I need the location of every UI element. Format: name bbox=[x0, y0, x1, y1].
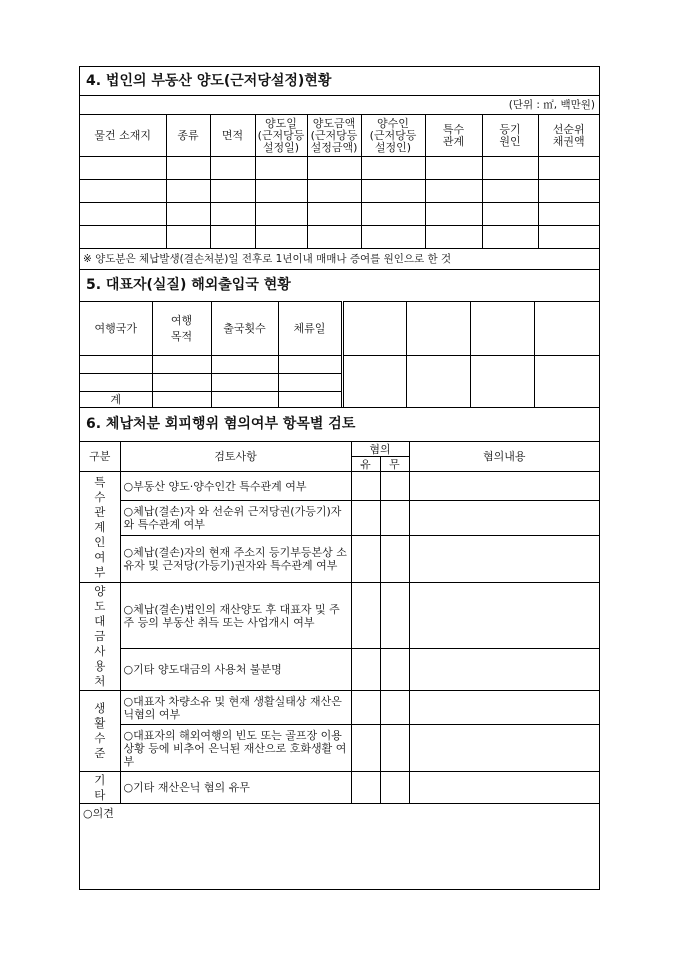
s4-header-cell: 선순위 채권액 bbox=[538, 115, 599, 157]
s4-header-cell: 면적 bbox=[210, 115, 255, 157]
yes-cell[interactable] bbox=[351, 725, 380, 772]
s5-header-cell: 여행국가 bbox=[80, 302, 152, 356]
yes-cell[interactable] bbox=[351, 472, 380, 501]
review-form bbox=[79, 66, 600, 890]
no-cell[interactable] bbox=[380, 725, 409, 772]
s5-extra-col bbox=[406, 302, 470, 356]
review-item: ○체납(결손)자의 현재 주소지 등기부등본상 소유자 및 근저당(가등기)권자와 특수관계 여부 bbox=[120, 536, 351, 583]
s4-header-cell: 특수 관계 bbox=[425, 115, 482, 157]
content-cell[interactable] bbox=[409, 583, 599, 649]
section5-table bbox=[80, 269, 599, 408]
section4-title: 4. 법인의 부동산 양도(근저당설정)현황 bbox=[80, 67, 599, 96]
content-cell[interactable] bbox=[409, 772, 599, 804]
content-cell[interactable] bbox=[409, 501, 599, 536]
review-item: ○부동산 양도·양수인간 특수관계 여부 bbox=[120, 472, 351, 501]
content-cell[interactable] bbox=[409, 536, 599, 583]
no-cell[interactable] bbox=[380, 536, 409, 583]
s5-header-cell: 체류일 bbox=[278, 302, 342, 356]
header-category: 구분 bbox=[80, 442, 120, 472]
review-item: ○기타 재산은닉 혐의 유무 bbox=[120, 772, 351, 804]
s5-header-cell: 출국횟수 bbox=[211, 302, 278, 356]
category-cell: 양 도 대 금 사 용 처 bbox=[80, 583, 120, 691]
total-label: 계 bbox=[80, 392, 152, 408]
s4-header-cell: 양수인 (근저당등 설정인) bbox=[361, 115, 425, 157]
no-cell[interactable] bbox=[380, 472, 409, 501]
content-cell[interactable] bbox=[409, 649, 599, 691]
yes-cell[interactable] bbox=[351, 772, 380, 804]
header-suspicion: 혐의 bbox=[351, 442, 409, 457]
review-item: ○대표자의 해외여행의 빈도 또는 골프장 이용상황 등에 비추어 은닉된 재산으로 호화생활 여부 bbox=[120, 725, 351, 772]
s4-header-cell: 등기 원인 bbox=[482, 115, 538, 157]
yes-cell[interactable] bbox=[351, 691, 380, 725]
content-cell[interactable] bbox=[409, 472, 599, 501]
section4-table bbox=[80, 67, 599, 270]
s5-extra-col bbox=[342, 302, 406, 356]
yes-cell[interactable] bbox=[351, 501, 380, 536]
header-yes: 유 bbox=[351, 457, 380, 472]
review-item: ○체납(결손)법인의 재산양도 후 대표자 및 주주 등의 부동산 취득 또는 사업개시 여부 bbox=[120, 583, 351, 649]
review-item: ○대표자 차량소유 및 현재 생활실태상 재산은닉혐의 여부 bbox=[120, 691, 351, 725]
no-cell[interactable] bbox=[380, 501, 409, 536]
s5-header-cell: 여행 목적 bbox=[152, 302, 211, 356]
no-cell[interactable] bbox=[380, 583, 409, 649]
no-cell[interactable] bbox=[380, 772, 409, 804]
section6-title: 6. 체납처분 회피행위 혐의여부 항목별 검토 bbox=[80, 408, 599, 442]
category-cell: 특 수 관 계 인 여 부 bbox=[80, 472, 120, 583]
yes-cell[interactable] bbox=[351, 583, 380, 649]
review-item: ○기타 양도대금의 사용처 불분명 bbox=[120, 649, 351, 691]
s5-extra-col bbox=[470, 302, 534, 356]
no-cell[interactable] bbox=[380, 691, 409, 725]
s4-header-cell: 물건 소재지 bbox=[80, 115, 166, 157]
s4-header-cell: 양도금액 (근저당등 설정금액) bbox=[307, 115, 361, 157]
header-content: 혐의내용 bbox=[409, 442, 599, 472]
category-cell: 기 타 bbox=[80, 772, 120, 804]
category-cell: 생 활 수 준 bbox=[80, 691, 120, 772]
s4-header-cell: 양도일 (근저당등 설정일) bbox=[255, 115, 307, 157]
content-cell[interactable] bbox=[409, 725, 599, 772]
yes-cell[interactable] bbox=[351, 536, 380, 583]
s5-extra-col bbox=[534, 302, 599, 356]
yes-cell[interactable] bbox=[351, 649, 380, 691]
s4-header-cell: 종류 bbox=[166, 115, 210, 157]
opinion-field: ○의견 bbox=[80, 804, 599, 883]
header-no: 무 bbox=[380, 457, 409, 472]
review-item: ○체납(결손)자 와 선순위 근저당권(가등기)자와 특수관계 여부 bbox=[120, 501, 351, 536]
section4-note: ※ 양도분은 체납발생(결손처분)일 전후로 1년이내 매매나 증여를 원인으로 한 것 bbox=[80, 249, 599, 270]
no-cell[interactable] bbox=[380, 649, 409, 691]
content-cell[interactable] bbox=[409, 691, 599, 725]
header-items: 검토사항 bbox=[120, 442, 351, 472]
unit-label: (단위 : ㎡, 백만원) bbox=[508, 98, 595, 111]
section5-title: 5. 대표자(실질) 해외출입국 현황 bbox=[80, 270, 599, 302]
section6-table bbox=[80, 407, 599, 882]
